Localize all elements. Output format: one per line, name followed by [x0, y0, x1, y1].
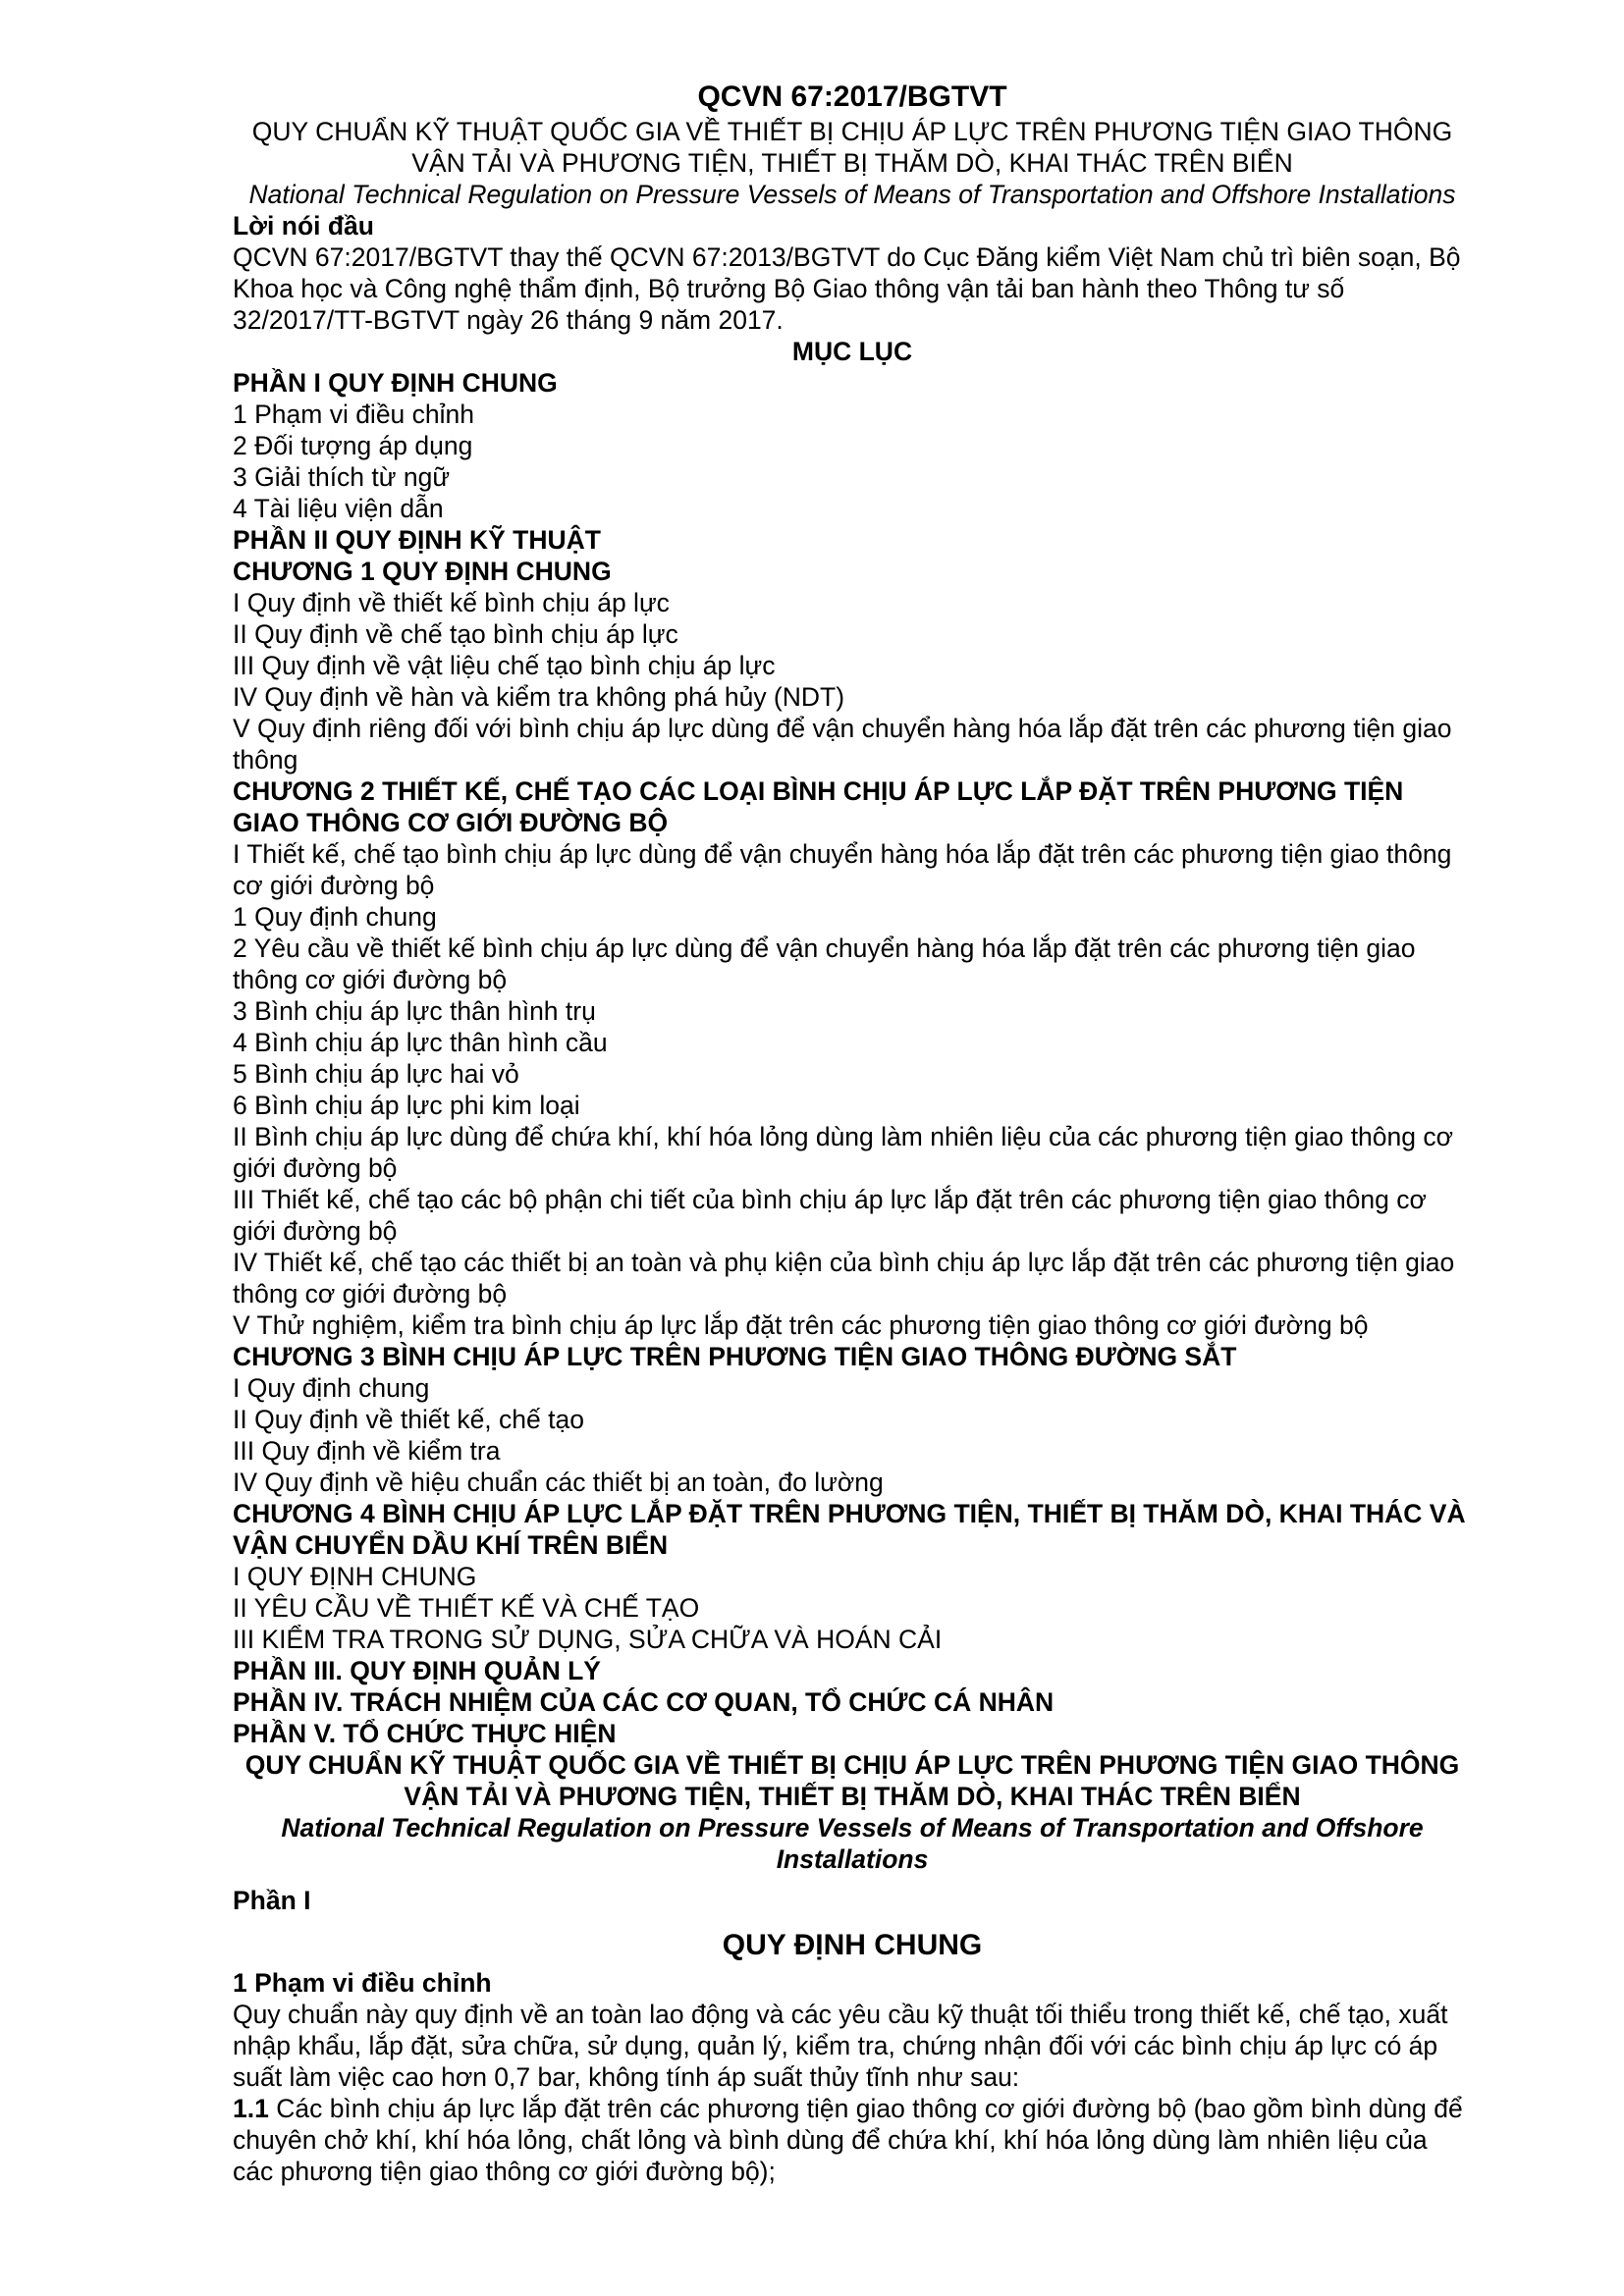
- toc-item: CHƯƠNG 2 THIẾT KẾ, CHẾ TẠO CÁC LOẠI BÌNH CHỊU ÁP LỰC LẮP ĐẶT TRÊN PHƯƠNG TIỆN GIAO THÔNG CƠ GIỚI ĐƯỜNG BỘ: [233, 776, 1404, 837]
- toc-item: 4 Tài liệu viện dẫn: [233, 494, 444, 523]
- toc-item: II YÊU CẦU VỀ THIẾT KẾ VÀ CHẾ TẠO: [233, 1593, 700, 1623]
- toc-item: II Bình chịu áp lực dùng để chứa khí, khí hóa lỏng dùng làm nhiên liệu của các phương tiện giao thông cơ giới đường bộ: [233, 1122, 1454, 1183]
- toc-item: 4 Bình chịu áp lực thân hình cầu: [233, 1028, 608, 1057]
- toc-item: III KIỂM TRA TRONG SỬ DỤNG, SỬA CHỮA VÀ HOÁN CẢI: [233, 1625, 943, 1654]
- toc-item: PHẦN IV. TRÁCH NHIỆM CỦA CÁC CƠ QUAN, TỔ CHỨC CÁ NHÂN: [233, 1687, 1055, 1717]
- toc-item: IV Thiết kế, chế tạo các thiết bị an toàn và phụ kiện của bình chịu áp lực lắp đặt trên các phương tiện giao thông cơ giới đường bộ: [233, 1248, 1455, 1308]
- toc-item: 6 Bình chịu áp lực phi kim loại: [233, 1091, 580, 1120]
- toc-item: 3 Bình chịu áp lực thân hình trụ: [233, 996, 596, 1026]
- part-label: Phần I: [233, 1886, 311, 1915]
- toc-item: V Quy định riêng đối với bình chịu áp lực dùng để vận chuyển hàng hóa lắp đặt trên các phương tiện giao thông: [233, 714, 1452, 774]
- toc-item: II Quy định về chế tạo bình chịu áp lực: [233, 619, 678, 649]
- document-title-vi: QUY CHUẨN KỸ THUẬT QUỐC GIA VỀ THIẾT BỊ CHỊU ÁP LỰC TRÊN PHƯƠNG TIỆN GIAO THÔNG VẬN TẢI VÀ PHƯƠNG TIỆN, THIẾT BỊ THĂM DÒ, KHAI THÁC TRÊN BIỂN: [251, 117, 1453, 178]
- toc-item: II Quy định về thiết kế, chế tạo: [233, 1405, 584, 1434]
- foreword-heading: Lời nói đầu: [233, 211, 374, 240]
- toc-item: III Quy định về vật liệu chế tạo bình chịu áp lực: [233, 651, 776, 680]
- toc-item: I Quy định về thiết kế bình chịu áp lực: [233, 588, 670, 617]
- toc-item: 1 Phạm vi điều chỉnh: [233, 400, 475, 429]
- toc-item: CHƯƠNG 3 BÌNH CHỊU ÁP LỰC TRÊN PHƯƠNG TIỆN GIAO THÔNG ĐƯỜNG SẮT: [233, 1342, 1237, 1371]
- body-title-vi: QUY CHUẨN KỸ THUẬT QUỐC GIA VỀ THIẾT BỊ CHỊU ÁP LỰC TRÊN PHƯƠNG TIỆN GIAO THÔNG VẬN TẢI VÀ PHƯƠNG TIỆN, THIẾT BỊ THĂM DÒ, KHAI THÁC TRÊN BIỂN: [244, 1750, 1460, 1811]
- toc-item: PHẦN I QUY ĐỊNH CHUNG: [233, 368, 558, 398]
- part-title: QUY ĐỊNH CHUNG: [722, 1929, 983, 1961]
- clause-number: 1.1: [233, 2094, 269, 2123]
- toc-item: PHẦN III. QUY ĐỊNH QUẢN LÝ: [233, 1656, 601, 1685]
- toc-list: [233, 367, 1472, 1749]
- toc-item: IV Quy định về hàn và kiểm tra không phá hủy (NDT): [233, 682, 845, 712]
- body-title-en: National Technical Regulation on Pressure Vessels of Means of Transportation and Offshore Installations: [281, 1813, 1424, 1874]
- document-code: QCVN 67:2017/BGTVT: [697, 80, 1007, 113]
- toc-item: 5 Bình chịu áp lực hai vỏ: [233, 1059, 519, 1089]
- foreword-text: QCVN 67:2017/BGTVT thay thế QCVN 67:2013/BGTVT do Cục Đăng kiểm Việt Nam chủ trì biên soạn, Bộ Khoa học và Công nghệ thẩm định, Bộ trưởng Bộ Giao thông vận tải ban hành theo Thông tư số 32/2017/TT-BGTVT ngày 26 tháng 9 năm 2017.: [233, 242, 1461, 335]
- section-heading: 1 Phạm vi điều chỉnh: [233, 1968, 492, 1998]
- section-text: Quy chuẩn này quy định về an toàn lao động và các yêu cầu kỹ thuật tối thiểu trong thiết kế, chế tạo, xuất nhập khẩu, lắp đặt, sửa chữa, sử dụng, quản lý, kiểm tra, chứng nhận đối với các bình chịu áp lực có áp suất làm việc cao hơn 0,7 bar, không tính áp suất thủy tĩnh như sau:: [233, 2000, 1448, 2092]
- clause-text: Các bình chịu áp lực lắp đặt trên các phương tiện giao thông cơ giới đường bộ (bao gồm bình dùng để chuyên chở khí, khí hóa lỏng, chất lỏng và bình dùng để chứa khí, khí hóa lỏng dùng làm nhiên liệu của các phương tiện giao thông cơ giới đường bộ);: [233, 2094, 1463, 2186]
- toc-item: III Thiết kế, chế tạo các bộ phận chi tiết của bình chịu áp lực lắp đặt trên các phương tiện giao thông cơ giới đường bộ: [233, 1185, 1427, 1246]
- toc-item: I QUY ĐỊNH CHUNG: [233, 1562, 477, 1591]
- toc-item: IV Quy định về hiệu chuẩn các thiết bị an toàn, đo lường: [233, 1468, 884, 1497]
- toc-item: PHẦN II QUY ĐỊNH KỸ THUẬT: [233, 525, 601, 555]
- toc-item: PHẦN V. TỔ CHỨC THỰC HIỆN: [233, 1719, 617, 1748]
- toc-item: CHƯƠNG 1 QUY ĐỊNH CHUNG: [233, 557, 612, 586]
- toc-item: I Quy định chung: [233, 1373, 430, 1403]
- toc-item: III Quy định về kiểm tra: [233, 1436, 501, 1466]
- toc-item: CHƯƠNG 4 BÌNH CHỊU ÁP LỰC LẮP ĐẶT TRÊN PHƯƠNG TIỆN, THIẾT BỊ THĂM DÒ, KHAI THÁC VÀ VẬN CHUYỂN DẦU KHÍ TRÊN BIỂN: [233, 1499, 1466, 1560]
- document-title-en: National Technical Regulation on Pressure Vessels of Means of Transportation and Offshore Installations: [248, 180, 1456, 209]
- toc-item: I Thiết kế, chế tạo bình chịu áp lực dùng để vận chuyển hàng hóa lắp đặt trên các phương tiện giao thông cơ giới đường bộ: [233, 839, 1452, 900]
- toc-item: 2 Đối tượng áp dụng: [233, 431, 473, 460]
- toc-item: 2 Yêu cầu về thiết kế bình chịu áp lực dùng để vận chuyển hàng hóa lắp đặt trên các phương tiện giao thông cơ giới đường bộ: [233, 934, 1416, 994]
- toc-item: V Thử nghiệm, kiểm tra bình chịu áp lực lắp đặt trên các phương tiện giao thông cơ giới đường bộ: [233, 1310, 1369, 1340]
- clause-paragraph: [233, 2093, 1472, 2187]
- document-page: [233, 79, 1472, 2187]
- toc-item: 3 Giải thích từ ngữ: [233, 462, 451, 492]
- toc-item: 1 Quy định chung: [233, 902, 437, 932]
- toc-heading: MỤC LỤC: [791, 337, 913, 366]
